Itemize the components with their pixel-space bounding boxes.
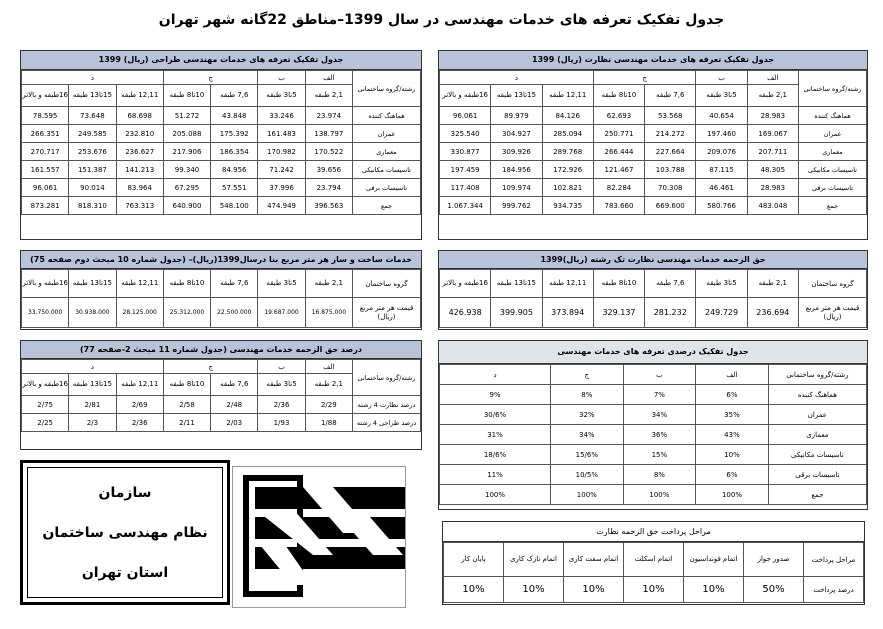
floor-col-header: 12,11 طبقه	[116, 85, 163, 107]
group-col-header: ج	[551, 365, 624, 385]
row-label: درصد طراحی 4 رشته	[353, 414, 421, 432]
table-row	[22, 298, 421, 328]
payment-table	[442, 521, 865, 605]
value-cell: 10%	[564, 577, 624, 603]
org-emblem-icon	[232, 466, 406, 608]
floor-col-header: 7,6 طبقه	[211, 270, 258, 298]
floor-col-header: 12,11 طبقه	[116, 374, 163, 396]
value-cell: 48.305	[747, 161, 798, 179]
value-cell: 161.483	[258, 125, 305, 143]
value-cell: 330.877	[440, 143, 491, 161]
floor-col-header: 16طبقه و بالاتر	[440, 85, 491, 107]
floor-col-header: 7,6 طبقه	[211, 85, 258, 107]
value-cell: 71.242	[258, 161, 305, 179]
table-row	[444, 577, 864, 603]
floor-col-header: 7,6 طبقه	[645, 270, 696, 298]
floor-col-header: 16طبقه و بالاتر	[22, 374, 69, 396]
value-cell: 10%	[684, 577, 744, 603]
nezarat-table-header: جدول تفکیک تعرفه های خدمات مهندسی نظارت (ریال) 1399	[439, 51, 867, 70]
value-cell: 99.340	[163, 161, 210, 179]
value-cell: 10%	[444, 577, 504, 603]
row-label: هماهنگ کننده	[353, 107, 421, 125]
value-cell: 236.694	[747, 298, 798, 328]
payment-header: مراحل پرداخت حق الزحمه نظارت	[443, 522, 864, 542]
table-row	[440, 445, 867, 465]
value-cell: 249.729	[696, 298, 747, 328]
table-row	[440, 425, 867, 445]
value-cell: 102.821	[542, 179, 593, 197]
percent-header: جدول تفکیک درصدی تعرفه های خدمات مهندسی	[439, 341, 867, 364]
darsad-header: درصد حق الزحمه خدمات مهندسی (جدول شماره 11 مبحث 2-صفحه 77)	[21, 341, 421, 359]
table-row	[440, 405, 867, 425]
floor-col-header: 5تا3 طبقه	[258, 85, 305, 107]
value-cell: 214.272	[645, 125, 696, 143]
value-cell: 205.088	[163, 125, 210, 143]
value-cell: 186.354	[211, 143, 258, 161]
value-cell: 253.676	[69, 143, 116, 161]
value-cell: 100%	[623, 485, 696, 505]
group-d-label: د	[22, 360, 164, 374]
value-cell: 141.213	[116, 161, 163, 179]
value-cell: 62.693	[593, 107, 644, 125]
value-cell: 266.351	[22, 125, 69, 143]
value-cell: 51.272	[163, 107, 210, 125]
floor-col-header: 2,1 طبقه	[747, 85, 798, 107]
tak-reshte-table	[438, 250, 868, 330]
org-line-2: نظام مهندسی ساختمان	[42, 525, 208, 541]
value-cell: 30.938.000	[69, 298, 116, 328]
value-cell: 100%	[696, 485, 769, 505]
value-cell: 23.794	[305, 179, 352, 197]
value-cell: 325.540	[440, 125, 491, 143]
row-label: هماهنگ کننده	[799, 107, 867, 125]
row-header-label: رشته/گروه ساختمانی	[799, 71, 867, 107]
value-cell: 73.648	[69, 107, 116, 125]
value-cell: 2/81	[69, 396, 116, 414]
value-cell: 1.067.344	[440, 197, 491, 215]
value-cell: 373.894	[542, 298, 593, 328]
row-label: معماری	[353, 143, 421, 161]
value-cell: 640.900	[163, 197, 210, 215]
row-label: جمع	[353, 197, 421, 215]
value-cell: 2/36	[116, 414, 163, 432]
row-label: عمران	[799, 125, 867, 143]
floor-col-header: 7,6 طبقه	[211, 374, 258, 396]
value-cell: 78.595	[22, 107, 69, 125]
value-cell: 16.875.000	[305, 298, 352, 328]
group-col-header: الف	[696, 365, 769, 385]
stage-header: صدور جواز	[744, 543, 804, 577]
row-label: درصد نظارت 4 رشته	[353, 396, 421, 414]
floor-col-header: 2,1 طبقه	[305, 374, 352, 396]
row-label: تاسیسات مکانیکی	[353, 161, 421, 179]
floor-col-header: 16طبقه و بالاتر	[440, 270, 491, 298]
row-label: تاسیسات برقی	[799, 179, 867, 197]
table-row	[440, 125, 867, 143]
floor-col-header: 5تا3 طبقه	[258, 270, 305, 298]
percent-table	[438, 340, 868, 510]
value-cell: 83.964	[116, 179, 163, 197]
value-cell: 50%	[744, 577, 804, 603]
value-cell: 763.313	[116, 197, 163, 215]
value-cell: 28.125.000	[116, 298, 163, 328]
value-cell: 217.906	[163, 143, 210, 161]
value-cell: 2/25	[22, 414, 69, 432]
value-cell: 170.522	[305, 143, 352, 161]
value-cell: 2/75	[22, 396, 69, 414]
table-row	[22, 396, 421, 414]
value-cell: 138.797	[305, 125, 352, 143]
floor-col-header: 12,11 طبقه	[542, 85, 593, 107]
value-cell: 53.568	[645, 107, 696, 125]
value-cell: 2/29	[305, 396, 352, 414]
tak-reshte-header: حق الزحمه خدمات مهندسی نظارت تک رشته (ریال)1399	[439, 251, 867, 269]
value-cell: 84.126	[542, 107, 593, 125]
value-cell: 46.461	[696, 179, 747, 197]
percent-grid	[439, 364, 867, 505]
nezarat-table	[438, 50, 868, 240]
value-cell: 1/93	[258, 414, 305, 432]
table-row	[22, 414, 421, 432]
value-cell: 289.768	[542, 143, 593, 161]
value-cell: 580.766	[696, 197, 747, 215]
stage-header: اتمام سفت کاری	[564, 543, 624, 577]
value-cell: 207.711	[747, 143, 798, 161]
row-label: درصد پرداخت	[804, 577, 864, 603]
value-cell: 172.926	[542, 161, 593, 179]
floor-col-header: 15تا13 طبقه	[69, 270, 116, 298]
value-cell: 2/03	[211, 414, 258, 432]
value-cell: 19.687.000	[258, 298, 305, 328]
value-cell: 281.232	[645, 298, 696, 328]
value-cell: 7%	[623, 385, 696, 405]
table-row	[22, 143, 421, 161]
value-cell: 121.467	[593, 161, 644, 179]
value-cell: 25.312.000	[163, 298, 210, 328]
value-cell: 161.557	[22, 161, 69, 179]
group-b-label: ب	[696, 71, 747, 85]
table-row	[440, 197, 867, 215]
value-cell: 32%	[551, 405, 624, 425]
table-row	[440, 298, 867, 328]
value-cell: 304.927	[491, 125, 542, 143]
value-cell: 35%	[696, 405, 769, 425]
value-cell: 249.585	[69, 125, 116, 143]
sakht-table	[20, 250, 422, 330]
value-cell: 34%	[623, 405, 696, 425]
group-j-label: ج	[163, 360, 258, 374]
value-cell: 28.983	[747, 179, 798, 197]
value-cell: 43.848	[211, 107, 258, 125]
value-cell: 934.735	[542, 197, 593, 215]
value-cell: 6%	[696, 385, 769, 405]
value-cell: 6%	[696, 465, 769, 485]
row-label: عمران	[353, 125, 421, 143]
value-cell: 232.810	[116, 125, 163, 143]
row-header-label: مراحل پرداخت	[804, 543, 864, 577]
stage-header: اتمام نازک کاری	[504, 543, 564, 577]
value-cell: 2/36	[258, 396, 305, 414]
tarahi-table	[20, 50, 422, 240]
value-cell: 1/88	[305, 414, 352, 432]
value-cell: 90.014	[69, 179, 116, 197]
floor-col-header: 10تا8 طبقه	[163, 374, 210, 396]
value-cell: 33.246	[258, 107, 305, 125]
table-row	[440, 385, 867, 405]
group-b-label: ب	[258, 71, 305, 85]
value-cell: 2/58	[163, 396, 210, 414]
value-cell: 9%	[440, 385, 551, 405]
value-cell: 15%	[623, 445, 696, 465]
value-cell: 33.750.000	[22, 298, 69, 328]
value-cell: 84.956	[211, 161, 258, 179]
value-cell: 117.408	[440, 179, 491, 197]
floor-col-header: 16طبقه و بالاتر	[22, 85, 69, 107]
row-label: هماهنگ کننده	[768, 385, 866, 405]
value-cell: 87.115	[696, 161, 747, 179]
floor-col-header: 15تا13 طبقه	[69, 85, 116, 107]
group-d-label: د	[22, 71, 164, 85]
value-cell: 31%	[440, 425, 551, 445]
group-j-label: ج	[163, 71, 258, 85]
value-cell: 197.460	[696, 125, 747, 143]
sakht-header: خدمات ساخت و ساز هر متر مربع بنا درسال1399(ریال)– (جدول شماره 10 مبحث دوم صفحه 75)	[21, 251, 421, 269]
value-cell: 8%	[623, 465, 696, 485]
floor-col-header: 15تا13 طبقه	[69, 374, 116, 396]
row-label: تاسیسات مکانیکی	[799, 161, 867, 179]
value-cell: 39.656	[305, 161, 352, 179]
value-cell: 2/3	[69, 414, 116, 432]
value-cell: 96.061	[440, 107, 491, 125]
value-cell: 669.600	[645, 197, 696, 215]
stage-header: پایان کار	[444, 543, 504, 577]
group-col-header: د	[440, 365, 551, 385]
floor-col-header: 7,6 طبقه	[645, 85, 696, 107]
value-cell: 483.048	[747, 197, 798, 215]
value-cell: 151.387	[69, 161, 116, 179]
value-cell: 2/11	[163, 414, 210, 432]
floor-col-header: 12,11 طبقه	[542, 270, 593, 298]
value-cell: 10%	[696, 445, 769, 465]
sakht-grid	[21, 269, 421, 328]
group-alef-label: الف	[747, 71, 798, 85]
row-header-label: گروه ساختمان	[353, 270, 421, 298]
value-cell: 10%	[504, 577, 564, 603]
value-cell: 22.500.000	[211, 298, 258, 328]
value-cell: 236.627	[116, 143, 163, 161]
value-cell: 67.295	[163, 179, 210, 197]
table-row	[440, 107, 867, 125]
stage-header: اتمام اسکلت	[624, 543, 684, 577]
value-cell: 329.137	[593, 298, 644, 328]
org-name-frame	[20, 460, 230, 605]
value-cell: 37.996	[258, 179, 305, 197]
floor-col-header: 5تا3 طبقه	[696, 85, 747, 107]
floor-col-header: 10تا8 طبقه	[163, 85, 210, 107]
table-row	[440, 143, 867, 161]
floor-col-header: 2,1 طبقه	[747, 270, 798, 298]
row-label: جمع	[799, 197, 867, 215]
table-row	[440, 161, 867, 179]
value-cell: 10/5%	[551, 465, 624, 485]
value-cell: 109.974	[491, 179, 542, 197]
value-cell: 999.762	[491, 197, 542, 215]
floor-col-header: 15تا13 طبقه	[491, 270, 542, 298]
value-cell: 184.956	[491, 161, 542, 179]
value-cell: 96.061	[22, 179, 69, 197]
value-cell: 169.067	[747, 125, 798, 143]
row-label: تاسیسات برقی	[353, 179, 421, 197]
floor-col-header: 12,11 طبقه	[116, 270, 163, 298]
row-header-label: گروه ساختمان	[799, 270, 867, 298]
value-cell: 36%	[623, 425, 696, 445]
row-label: معماری	[768, 425, 866, 445]
row-label: قیمت هر متر مربع (ریال)	[353, 298, 421, 328]
value-cell: 68.698	[116, 107, 163, 125]
value-cell: 28.983	[747, 107, 798, 125]
floor-col-header: 10تا8 طبقه	[593, 85, 644, 107]
row-label: تاسیسات برقی	[768, 465, 866, 485]
stage-header: اتمام فونداسیون	[684, 543, 744, 577]
value-cell: 396.563	[305, 197, 352, 215]
value-cell: 8%	[551, 385, 624, 405]
value-cell: 43%	[696, 425, 769, 445]
value-cell: 266.444	[593, 143, 644, 161]
org-line-3: استان تهران	[81, 565, 169, 581]
value-cell: 873.281	[22, 197, 69, 215]
value-cell: 103.788	[645, 161, 696, 179]
value-cell: 175.392	[211, 125, 258, 143]
darsad-table	[20, 340, 422, 450]
floor-col-header: 5تا3 طبقه	[258, 374, 305, 396]
table-row	[22, 107, 421, 125]
group-col-header: ب	[623, 365, 696, 385]
row-header-label: رشته/گروه ساختمانی	[353, 360, 421, 396]
value-cell: 285.094	[542, 125, 593, 143]
table-row	[22, 125, 421, 143]
org-logo-block	[20, 460, 405, 607]
nezarat-grid	[439, 70, 867, 215]
value-cell: 34%	[551, 425, 624, 445]
value-cell: 783.660	[593, 197, 644, 215]
table-row	[22, 197, 421, 215]
floor-col-header: 15تا13 طبقه	[491, 85, 542, 107]
value-cell: 11%	[440, 465, 551, 485]
value-cell: 89.979	[491, 107, 542, 125]
value-cell: 250.771	[593, 125, 644, 143]
tak-reshte-grid	[439, 269, 867, 328]
group-alef-label: الف	[305, 71, 352, 85]
value-cell: 197.459	[440, 161, 491, 179]
value-cell: 818.310	[69, 197, 116, 215]
value-cell: 474.949	[258, 197, 305, 215]
floor-col-header: 5تا3 طبقه	[696, 270, 747, 298]
tarahi-table-header: جدول تفکیک تعرفه های خدمات مهندسی طراحی (ریال) 1399	[21, 51, 421, 70]
row-header-label: رشته/گروه ساختمانی	[353, 71, 421, 107]
value-cell: 57.551	[211, 179, 258, 197]
floor-col-header: 10تا8 طبقه	[163, 270, 210, 298]
value-cell: 15/6%	[551, 445, 624, 465]
row-header-label: رشته/گروه ساختمانی	[768, 365, 866, 385]
group-j-label: ج	[593, 71, 696, 85]
value-cell: 170.982	[258, 143, 305, 161]
value-cell: 10%	[624, 577, 684, 603]
floor-col-header: 16طبقه و بالاتر	[22, 270, 69, 298]
value-cell: 426.938	[440, 298, 491, 328]
value-cell: 2/69	[116, 396, 163, 414]
value-cell: 82.284	[593, 179, 644, 197]
table-row	[440, 179, 867, 197]
value-cell: 227.664	[645, 143, 696, 161]
value-cell: 100%	[440, 485, 551, 505]
group-alef-label: الف	[305, 360, 352, 374]
value-cell: 40.654	[696, 107, 747, 125]
floor-col-header: 2,1 طبقه	[305, 270, 352, 298]
row-label: معماری	[799, 143, 867, 161]
value-cell: 70.308	[645, 179, 696, 197]
table-row	[440, 465, 867, 485]
row-label: جمع	[768, 485, 866, 505]
table-row	[22, 179, 421, 197]
group-b-label: ب	[258, 360, 305, 374]
row-label: قیمت هر متر مربع (ریال)	[799, 298, 867, 328]
floor-col-header: 2,1 طبقه	[305, 85, 352, 107]
darsad-grid	[21, 359, 421, 432]
floor-col-header: 10تا8 طبقه	[593, 270, 644, 298]
value-cell: 548.100	[211, 197, 258, 215]
value-cell: 2/48	[211, 396, 258, 414]
table-row	[440, 485, 867, 505]
value-cell: 399.905	[491, 298, 542, 328]
tarahi-grid	[21, 70, 421, 215]
value-cell: 270.717	[22, 143, 69, 161]
row-label: تاسیسات مکانیکی	[768, 445, 866, 465]
org-line-1: سازمان	[98, 485, 152, 501]
value-cell: 309.926	[491, 143, 542, 161]
payment-grid	[443, 542, 864, 603]
value-cell: 209.076	[696, 143, 747, 161]
group-d-label: د	[440, 71, 594, 85]
value-cell: 18/6%	[440, 445, 551, 465]
table-row	[22, 161, 421, 179]
value-cell: 100%	[551, 485, 624, 505]
row-label: عمران	[768, 405, 866, 425]
page-title: جدول تفکیک تعرفه های خدمات مهندسی در سال 1399–مناطق 22گانه شهر تهران	[158, 12, 725, 28]
value-cell: 23.974	[305, 107, 352, 125]
value-cell: 30/6%	[440, 405, 551, 425]
